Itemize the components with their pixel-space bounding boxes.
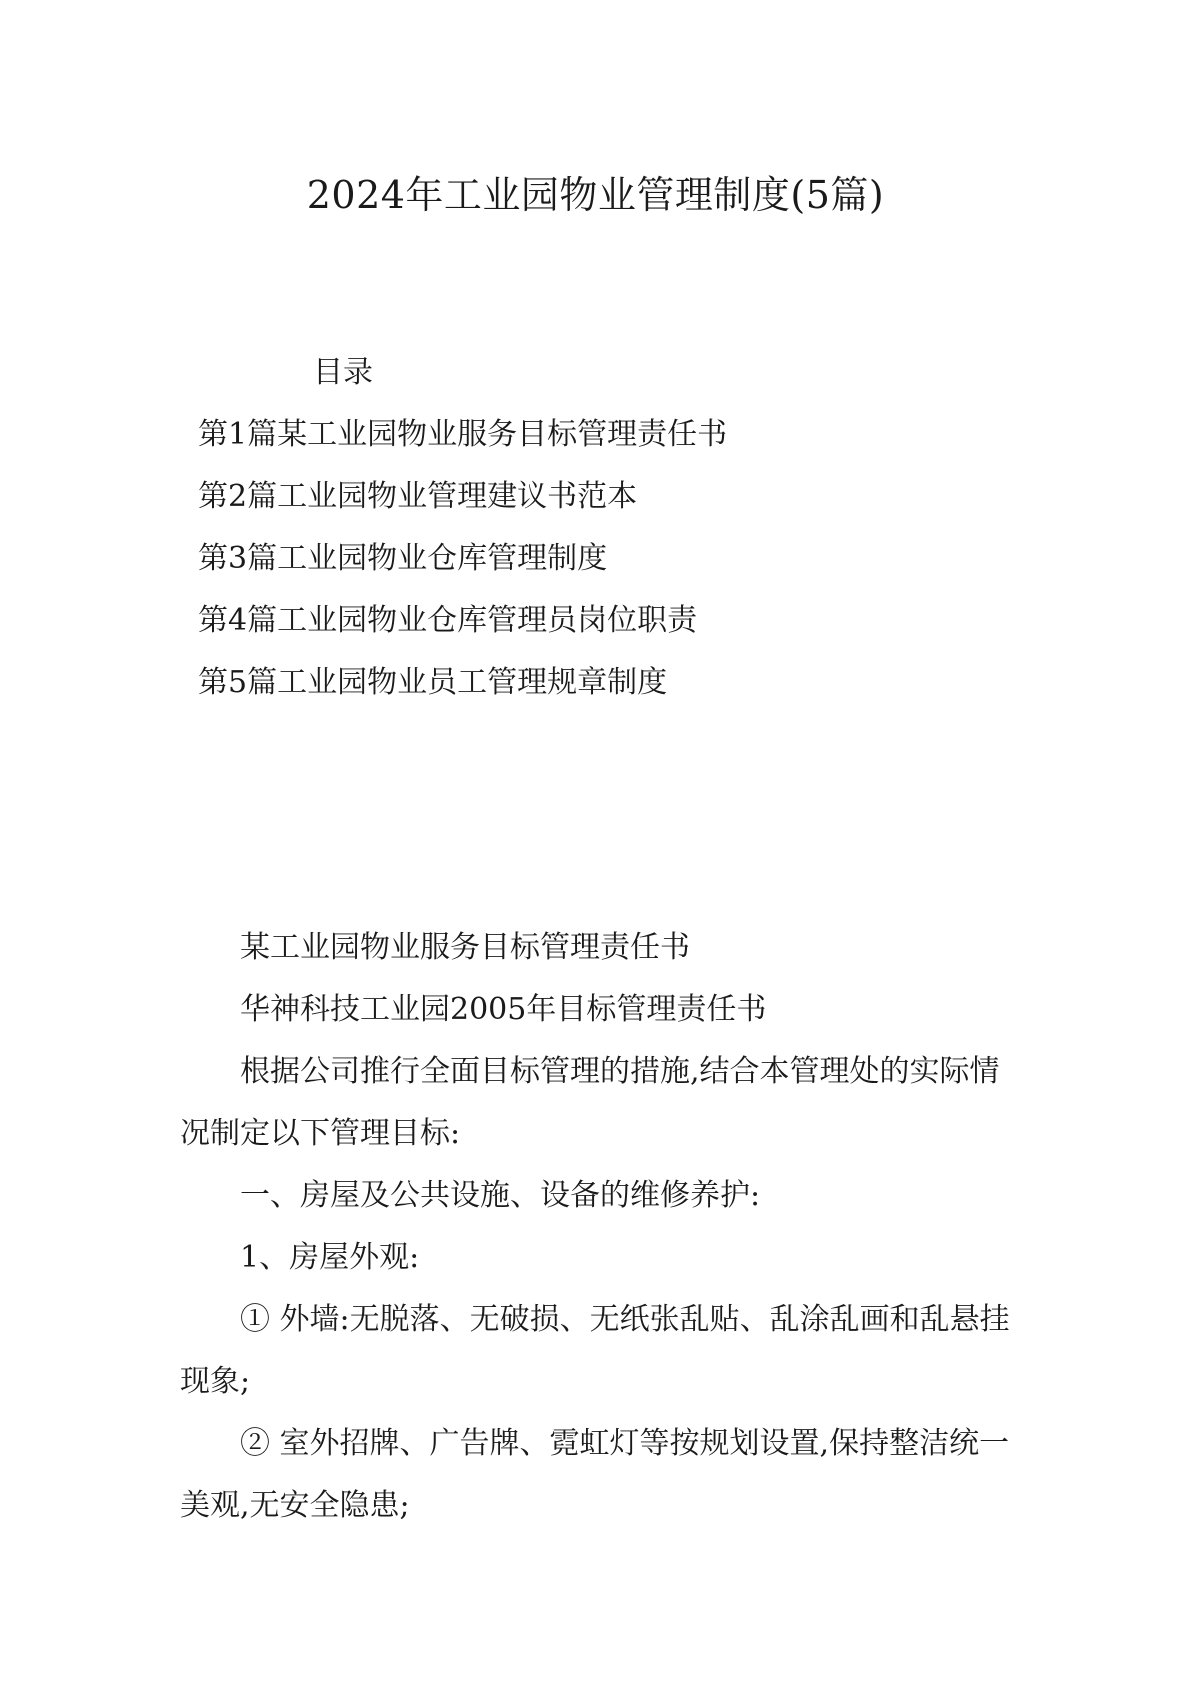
table-of-contents [198,415,727,725]
paragraph: 根据公司推行全面目标管理的措施,结合本管理处的实际情况制定以下管理目标: [180,1054,1000,1151]
list-item: ② 室外招牌、广告牌、霓虹灯等按规划设置,保持整洁统一美观,无安全隐患; [180,1426,1010,1523]
subtitle: 华神科技工业园2005年目标管理责任书 [240,992,767,1027]
toc-item: 第2篇工业园物业管理建议书范本 [198,479,638,514]
list-item: ① 外墙:无脱落、无破损、无纸张乱贴、乱涂乱画和乱悬挂现象; [180,1302,1010,1399]
toc-item: 第5篇工业园物业员工管理规章制度 [198,665,668,700]
toc-item: 第3篇工业园物业仓库管理制度 [198,541,608,576]
toc-heading: 目录 [313,355,373,390]
body-text [180,917,1020,1537]
toc-item: 第1篇某工业园物业服务目标管理责任书 [198,417,728,452]
section-title: 某工业园物业服务目标管理责任书 [240,930,690,965]
section-heading: 一、房屋及公共设施、设备的维修养护: [240,1178,761,1213]
document-title: 2024年工业园物业管理制度(5篇) [306,173,885,217]
subsection-heading: 1、房屋外观: [240,1240,420,1275]
toc-item: 第4篇工业园物业仓库管理员岗位职责 [198,603,698,638]
